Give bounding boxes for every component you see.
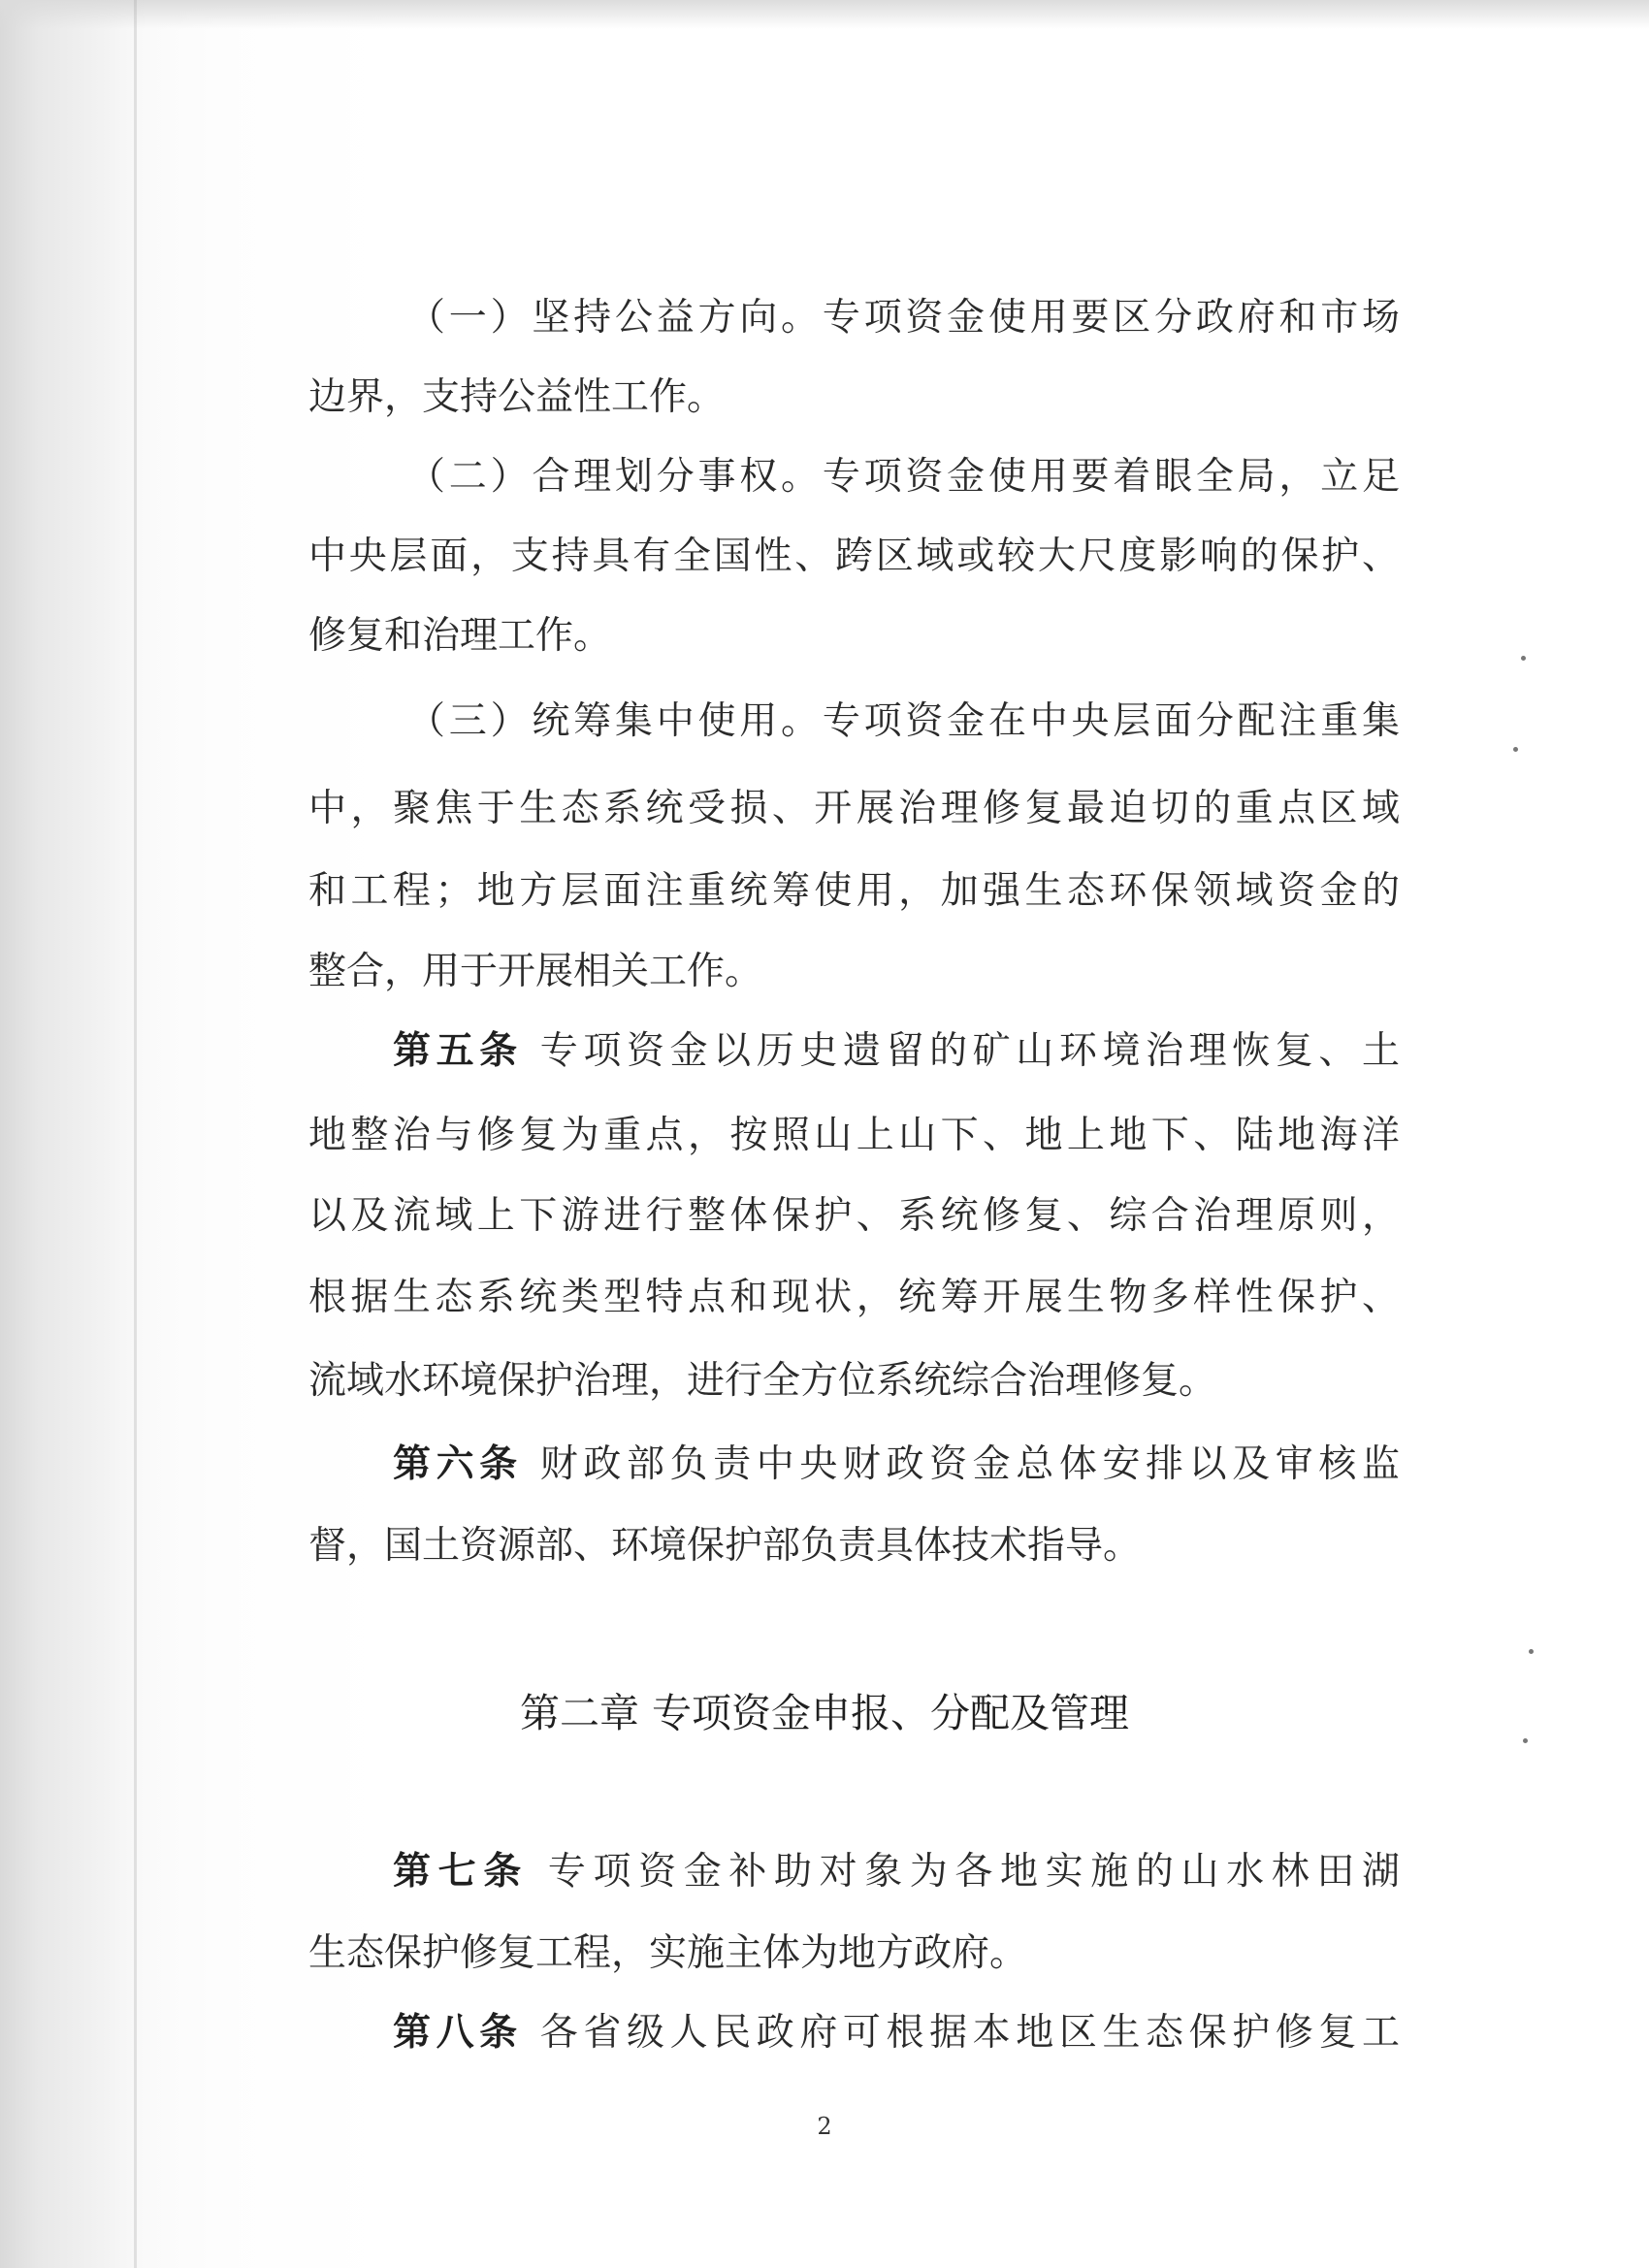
article-6-line-1	[393, 1440, 1400, 1490]
article-5-number: 第五条	[393, 1029, 523, 1073]
scan-speck	[1529, 1649, 1534, 1654]
article-7-number: 第七条	[393, 1850, 529, 1894]
para-2-line-3: 修复和治理工作。	[308, 614, 612, 658]
para-3-line-3: 和工程；地方层面注重统筹使用，加强生态环保领域资金的	[308, 869, 1400, 913]
para-3-line-2: 中，聚焦于生态系统受损、开展治理修复最迫切的重点区域	[308, 787, 1400, 830]
scan-speck	[1513, 747, 1518, 752]
chapter-title: 第二章 专项资金申报、分配及管理	[519, 1690, 1130, 1736]
para-1-line-2: 边界，支持公益性工作。	[308, 375, 726, 419]
article-5-line-5: 流域水环境保护治理，进行全方位系统综合治理修复。	[308, 1359, 1217, 1403]
article-5-line-1	[393, 1026, 1400, 1077]
article-7-first-line: 专项资金补助对象为各地实施的山水林田湖	[547, 1850, 1400, 1894]
article-5-line-2: 地整治与修复为重点，按照山上山下、地上地下、陆地海洋	[308, 1114, 1400, 1157]
article-7-line-2: 生态保护修复工程，实施主体为地方政府。	[308, 1931, 1028, 1975]
article-5-first-line: 专项资金以历史遗留的矿山环境治理恢复、土	[539, 1029, 1400, 1073]
article-8-line-1	[393, 2008, 1400, 2058]
article-7-line-1	[393, 1847, 1400, 1897]
scan-speck	[1521, 656, 1526, 661]
para-1-line-1: （一）坚持公益方向。专项资金使用要区分政府和市场	[407, 296, 1400, 340]
article-8-number: 第八条	[393, 2011, 523, 2055]
page-number: 2	[817, 2113, 832, 2140]
article-8-first-line: 各省级人民政府可根据本地区生态保护修复工	[539, 2011, 1400, 2055]
scan-speck	[1523, 1738, 1528, 1743]
para-2-line-2: 中央层面，支持具有全国性、跨区域或较大尺度影响的保护、	[308, 535, 1400, 578]
article-6-line-2: 督，国土资源部、环境保护部负责具体技术指导。	[308, 1524, 1142, 1568]
article-5-line-3: 以及流域上下游进行整体保护、系统修复、综合治理原则，	[308, 1194, 1400, 1238]
article-5-line-4: 根据生态系统类型特点和现状，统筹开展生物多样性保护、	[308, 1276, 1400, 1319]
para-3-line-1: （三）统筹集中使用。专项资金在中央层面分配注重集	[407, 699, 1400, 743]
article-6-number: 第六条	[393, 1442, 523, 1486]
article-6-first-line: 财政部负责中央财政资金总体安排以及审核监	[539, 1442, 1400, 1486]
para-3-line-4: 整合，用于开展相关工作。	[308, 950, 763, 993]
para-2-line-1: （二）合理划分事权。专项资金使用要着眼全局，立足	[407, 455, 1400, 499]
